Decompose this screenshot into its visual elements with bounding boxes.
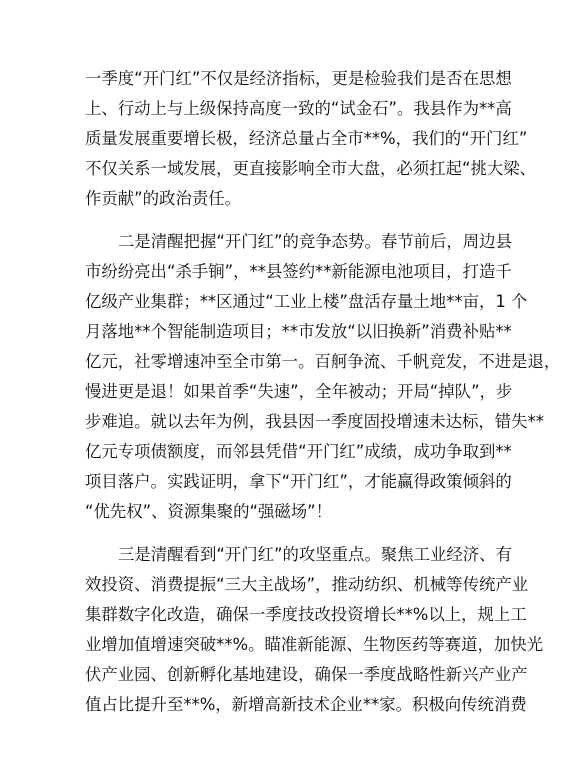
paragraph-spacer <box>85 527 505 540</box>
text-line: 质量发展重要增长极，经济总量占全市**%，我们的“开门红” <box>85 129 528 148</box>
text-line: 步难追。就以去年为例，我县因一季度固投增速未达标，错失** <box>85 412 544 431</box>
text-line: 一季度“开门红”不仅是经济指标，更是检验我们是否在思想 <box>85 69 512 88</box>
text-line: 集群数字化改造，确保一季度技改投资增长**%以上，规上工 <box>85 605 527 624</box>
text-line: 上、行动上与上级保持高度一致的“试金石”。我县作为**高 <box>85 99 512 118</box>
text-line: 伏产业园、创新孵化基地建设，确保一季度战略性新兴产业产 <box>85 665 528 684</box>
text-line: 亿元专项债额度，而邻县凭借“开门红”成绩，成功争取到** <box>85 442 512 461</box>
text-line: 不仅关系一域发展，更直接影响全市大盘，必须扛起“挑大梁、 <box>85 159 537 178</box>
paragraph-2 <box>85 227 561 527</box>
text-line: “优先权”、资源集聚的“强磁场”！ <box>85 502 333 521</box>
paragraph-spacer <box>85 214 505 227</box>
paragraph-3 <box>85 540 544 720</box>
text-line: 三是清醒看到“开门红”的攻坚重点。聚焦工业经济、有 <box>118 545 512 564</box>
text-line: 月落地**个智能制造项目；**市发放“以旧换新”消费补贴** <box>85 322 512 341</box>
text-line: 值占比提升至**%，新增高新技术企业**家。积极向传统消费 <box>85 695 527 714</box>
body-text <box>85 64 561 720</box>
text-line: 市纷纷亮出“杀手锏”，**县签约**新能源电池项目，打造千 <box>85 262 512 281</box>
text-line: 慢进更是退！如果首季“失速”，全年被动；开局“掉队”，步 <box>85 382 513 401</box>
text-line: 效投资、消费提振“三大主战场”，推动纺织、机械等传统产业 <box>85 575 529 594</box>
text-line: 二是清醒把握“开门红”的竞争态势。春节前后，周边县 <box>118 232 512 251</box>
text-line: 亿级产业集群；**区通过“工业上楼”盘活存量土地**亩，1 个 <box>85 292 528 311</box>
text-line: 业增加值增速突破**%。瞄准新能源、生物医药等赛道，加快光 <box>85 635 544 654</box>
text-line: 项目落户。实践证明，拿下“开门红”，才能赢得政策倾斜的 <box>85 472 512 491</box>
paragraph-1 <box>85 64 537 214</box>
text-line: 亿元，社零增速冲至全市第一。百舸争流、千帆竞发，不进是退， <box>85 352 561 371</box>
text-line: 作贡献”的政治责任。 <box>85 189 242 208</box>
